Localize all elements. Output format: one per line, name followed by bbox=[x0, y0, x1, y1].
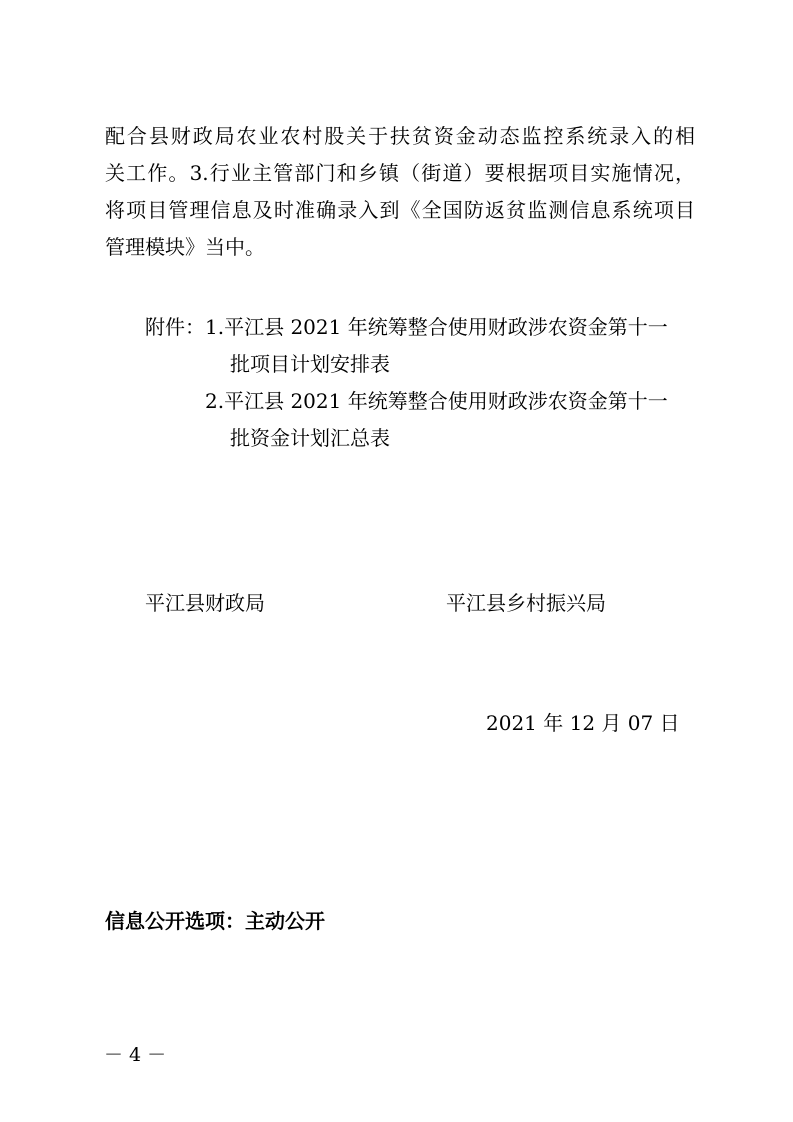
body-line: 将项目管理信息及时准确录入到《全国防返贫监测信息系统项目 bbox=[105, 198, 695, 222]
attachment-item-1-line1: 1.平江县 2021 年统筹整合使用财政涉农资金第十一 bbox=[205, 315, 668, 339]
attachment-item-2-line2: 批资金计划汇总表 bbox=[230, 426, 390, 450]
attachment-item-1-line2: 批项目计划安排表 bbox=[230, 352, 390, 376]
page-number: － 4 － bbox=[104, 1044, 167, 1066]
attachment-label: 附件： bbox=[145, 315, 205, 339]
attachment-item-2-line1: 2.平江县 2021 年统筹整合使用财政涉农资金第十一 bbox=[205, 389, 668, 413]
body-paragraph bbox=[105, 118, 695, 266]
body-line: 配合县财政局农业农村股关于扶贫资金动态监控系统录入的相 bbox=[105, 124, 695, 148]
body-line: 管理模块》当中。 bbox=[105, 235, 265, 259]
document-date: 2021 年 12 月 07 日 bbox=[486, 711, 680, 735]
body-line: 关工作。3.行业主管部门和乡镇（街道）要根据项目实施情况， bbox=[105, 161, 695, 185]
disclosure-option: 信息公开选项：主动公开 bbox=[105, 909, 325, 933]
signature-finance-bureau: 平江县财政局 bbox=[145, 591, 265, 615]
signature-rural-revitalization-bureau: 平江县乡村振兴局 bbox=[446, 591, 606, 615]
